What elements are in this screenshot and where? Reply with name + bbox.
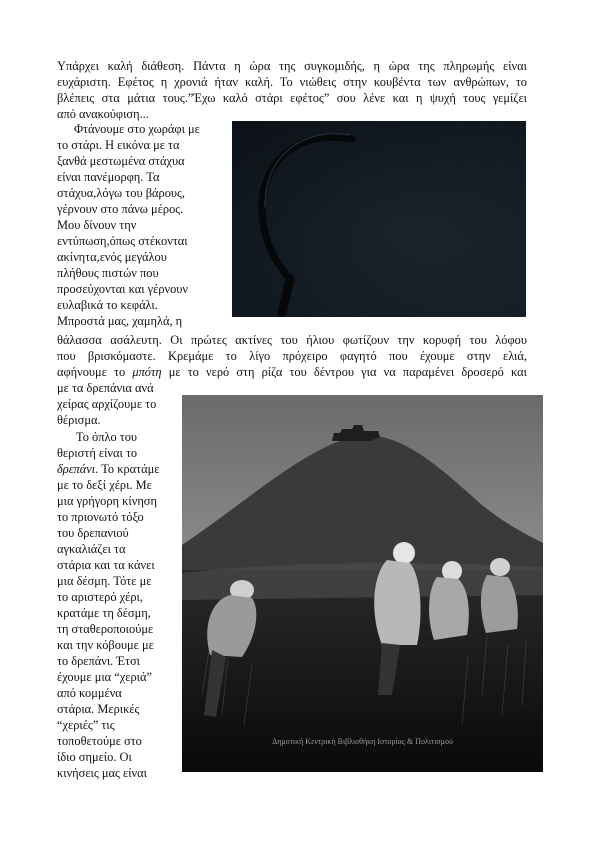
tool-line: του δρεπανιού — [57, 526, 129, 540]
tool-line-1: Το όπλο του — [76, 430, 138, 444]
tool-line: αγκαλιάζει τα — [57, 542, 126, 556]
field-line: εντύπωση,όπως στέκονται — [57, 234, 188, 248]
field-line: γέρνουν στο πάνω μέρος. — [57, 202, 184, 216]
harvest-scene-icon — [182, 395, 543, 772]
field-line: Μπροστά μας, χαμηλά, η — [57, 314, 183, 328]
tool-line: το πριονωτό τόξο — [57, 510, 144, 524]
tool-line: και την κόβουμε με — [57, 638, 154, 652]
tool-line: με το δεξί χέρι. Με — [57, 478, 152, 492]
tool-line: μια δέσμη. Τότε με — [57, 574, 152, 588]
field-line: είναι πανέμορφη. Τα — [57, 170, 160, 184]
tool-line: τη σταθεροποιούμε — [57, 622, 154, 636]
tool-line-2: θεριστή είναι το — [57, 446, 138, 460]
field-line: προσεύχονται και γέρνουν — [57, 282, 189, 296]
intro-line: Υπάρχει καλή διάθεση. Πάντα η ώρα της συγκομιδής, η ώρα της πληρωμής είναι — [57, 59, 527, 73]
harvest-line: θέρισμα. — [57, 413, 101, 427]
field-line: ξανθά μεστωμένα στάχυα — [57, 154, 185, 168]
harvest-line: με τα δρεπάνια ανά — [57, 381, 154, 395]
intro-line: ευχάριστη. Εφέτος η χρονιά ήταν καλή. Το νιώθεις στην κουβέντα των ανθρώπων, το — [57, 75, 527, 89]
sea-line-3: αφήνουμε το μπότη με το νερό στη ρίζα του δέντρου για να παραμένει δροσερό και — [57, 365, 527, 379]
tool-line: ίδιο σημείο. Οι — [57, 750, 132, 764]
field-line: το στάρι. Η εικόνα με τα — [57, 138, 180, 152]
field-line: Μου δίνουν την — [57, 218, 137, 232]
field-line: στάχυα,λόγω του βάρους, — [57, 186, 186, 200]
field-line: Φτάνουμε στο χωράφι με — [74, 122, 200, 136]
tool-line: κινήσεις μας είναι — [57, 766, 147, 780]
intro-line: βλέπεις στα μάτια τους.”Έχω καλό στάρι εφέτος” σου λένε και η ψυχή τους γεμίζει — [57, 91, 527, 105]
tool-line: από κομμένα — [57, 686, 122, 700]
tool-line: “χεριές” τις — [57, 718, 115, 732]
harvest-photo — [182, 395, 543, 772]
photo-watermark: Δημοτική Κεντρική Βιβλιοθήκη Ιστορίας & Πολιτισμού — [272, 737, 453, 746]
tool-line: τοποθετούμε στο — [57, 734, 142, 748]
tool-line: στάρια και τα κάνει — [57, 558, 155, 572]
tool-line: το αριστερό χέρι, — [57, 590, 143, 604]
tool-line-3: δρεπάνι. Το κρατάμε — [57, 462, 160, 476]
tool-line: κρατάμε τη δέσμη, — [57, 606, 151, 620]
field-line: πλήθους πιστών που — [57, 266, 159, 280]
sickle-icon — [232, 121, 526, 317]
field-line: ευλαβικά το κεφάλι. — [57, 298, 158, 312]
tool-line: στάρια. Μερικές — [57, 702, 140, 716]
sea-line: που βρισκόμαστε. Κρεμάμε το λίγο πρόχειρο φαγητό που έχουμε στην ελιά, — [57, 349, 527, 363]
tool-line: έχουμε μια “χεριά” — [57, 670, 152, 684]
tool-line: μια γρήγορη κίνηση — [57, 494, 157, 508]
intro-line: από ανακούφιση... — [57, 107, 149, 121]
sea-line: θάλασσα ασάλευτη. Οι πρώτες ακτίνες του ήλιου φωτίζουν την κορυφή του λόφου — [57, 333, 527, 347]
field-line: ακίνητα,ενός μεγάλου — [57, 250, 167, 264]
sickle-photo — [232, 121, 526, 317]
tool-line: το δρεπάνι. Έτσι — [57, 654, 140, 668]
harvest-line: χείρας αρχίζουμε το — [57, 397, 157, 411]
